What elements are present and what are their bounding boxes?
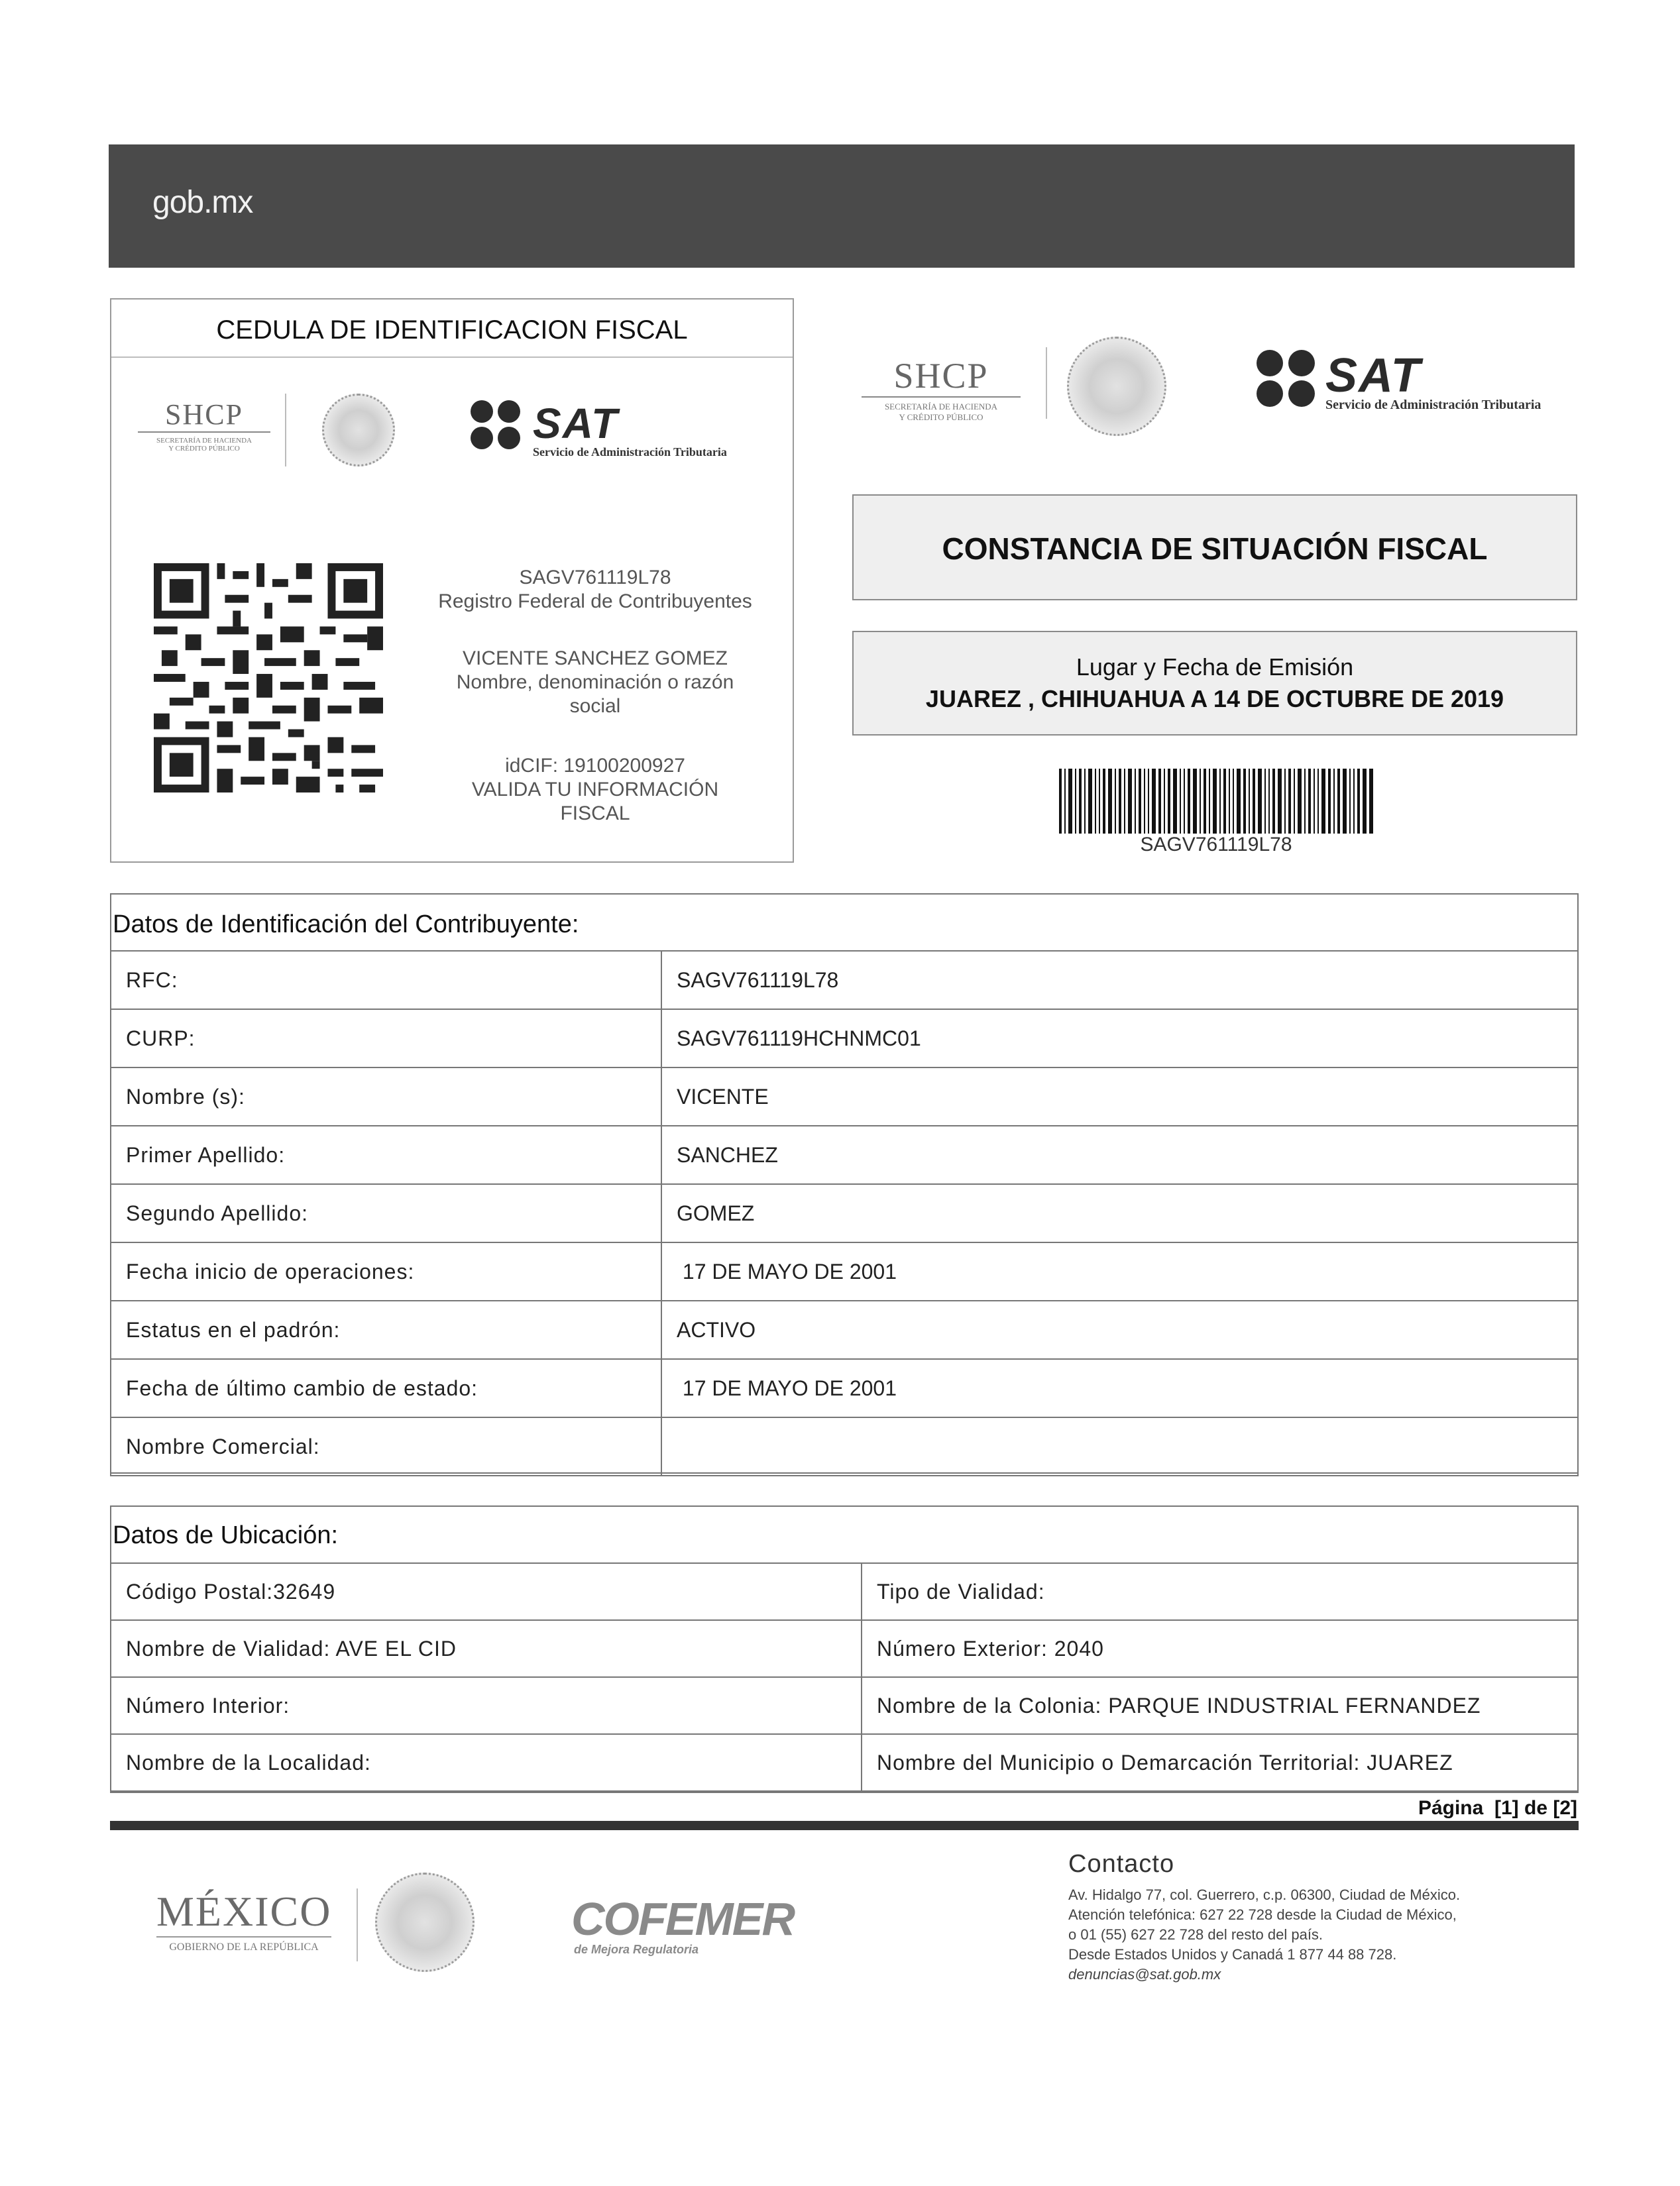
footer-divider xyxy=(110,1821,1579,1830)
sat-logo xyxy=(471,400,521,449)
field-label: Nombre Comercial: xyxy=(111,1417,661,1476)
cedula-idcif: idCIF: 19100200927 xyxy=(505,755,685,777)
cofemer-logo: COFEMER xyxy=(571,1893,794,1945)
location-field xyxy=(111,1734,862,1791)
sat-wordmark: SAT xyxy=(533,400,619,447)
national-seal-icon xyxy=(322,394,395,466)
field-label: Primer Apellido: xyxy=(111,1126,661,1184)
location-label: Nombre de Vialidad: xyxy=(126,1636,331,1661)
location-field xyxy=(862,1677,1578,1734)
ubicacion-table xyxy=(110,1562,1579,1792)
table-row xyxy=(111,1301,1578,1359)
field-value: SAGV761119HCHNMC01 xyxy=(661,1009,1578,1067)
location-label: Nombre de la Colonia: xyxy=(877,1693,1102,1718)
sat-logo-large xyxy=(1257,350,1316,407)
lugar-fecha-box xyxy=(852,631,1577,736)
table-row xyxy=(111,1242,1578,1301)
field-label: Nombre (s): xyxy=(111,1067,661,1126)
location-field xyxy=(862,1563,1578,1620)
location-field xyxy=(862,1620,1578,1677)
cedula-name-caption-2: social xyxy=(569,695,621,717)
logo-divider xyxy=(285,394,286,466)
cedula-title: CEDULA DE IDENTIFICACION FISCAL xyxy=(111,300,793,358)
location-label: Código Postal: xyxy=(126,1579,274,1604)
contacto-line: Av. Hidalgo 77, col. Guerrero, c.p. 06300, Ciudad de México. xyxy=(1068,1886,1461,1903)
mexico-logo xyxy=(156,1887,331,1953)
mexico-wordmark: MÉXICO xyxy=(156,1888,332,1935)
table-row xyxy=(111,1009,1578,1067)
location-value: 32649 xyxy=(273,1579,336,1604)
gobmx-logo: gob.mx xyxy=(152,185,253,220)
field-value: VICENTE xyxy=(661,1067,1578,1126)
footer-seal-icon xyxy=(375,1873,475,1972)
ubicacion-section xyxy=(110,1505,1579,1793)
barcode-icon xyxy=(1059,769,1373,834)
field-value: ACTIVO xyxy=(661,1301,1578,1359)
field-value: SANCHEZ xyxy=(661,1126,1578,1184)
cedula-rfc: SAGV761119L78 xyxy=(519,567,671,588)
cedula-name: VICENTE SANCHEZ GOMEZ xyxy=(462,647,728,669)
contacto-line: o 01 (55) 627 22 728 del resto del país. xyxy=(1068,1926,1323,1943)
qr-code-icon xyxy=(154,563,383,792)
national-seal-large-icon xyxy=(1067,337,1166,436)
cedula-rfc-caption: Registro Federal de Contribuyentes xyxy=(438,590,752,612)
location-field xyxy=(111,1563,862,1620)
location-label: Tipo de Vialidad: xyxy=(877,1579,1045,1604)
contacto-email[interactable]: denuncias@sat.gob.mx xyxy=(1068,1966,1221,1983)
cedula-name-caption: Nombre, denominación o razón xyxy=(456,671,734,693)
field-label: Segundo Apellido: xyxy=(111,1184,661,1242)
table-row xyxy=(111,1563,1578,1620)
field-value: 17 DE MAYO DE 2001 xyxy=(661,1242,1578,1301)
identificacion-table xyxy=(110,950,1579,1476)
lugar-fecha-label: Lugar y Fecha de Emisión xyxy=(1076,653,1354,681)
cedula-valida: VALIDA TU INFORMACIÓN xyxy=(471,779,719,800)
table-row xyxy=(111,1734,1578,1791)
location-field xyxy=(111,1620,862,1677)
shcp-logo: SHCP SECRETARÍA DE HACIENDA Y CRÉDITO PÚBLICO xyxy=(138,398,270,453)
pagination: Página [1] de [2] xyxy=(1418,1797,1577,1819)
location-value: 2040 xyxy=(1047,1636,1104,1661)
sat-wordmark-large: SAT xyxy=(1325,349,1422,402)
location-value: PARQUE INDUSTRIAL FERNANDEZ xyxy=(1101,1693,1481,1718)
table-row xyxy=(111,1067,1578,1126)
shcp-logo-large: SHCP SECRETARÍA DE HACIENDA Y CRÉDITO PÚBLICO xyxy=(862,355,1021,423)
table-row xyxy=(111,1417,1578,1476)
field-label: Fecha de último cambio de estado: xyxy=(111,1359,661,1417)
field-label: Fecha inicio de operaciones: xyxy=(111,1242,661,1301)
contacto-lines xyxy=(1068,1885,1572,1985)
sat-subtitle: Servicio de Administración Tributaria xyxy=(533,445,727,459)
cofemer-subtitle: de Mejora Regulatoria xyxy=(574,1943,699,1956)
table-row xyxy=(111,1677,1578,1734)
contacto-line: Desde Estados Unidos y Canadá 1 877 44 88 728. xyxy=(1068,1946,1397,1963)
field-label: RFC: xyxy=(111,951,661,1009)
location-label: Número Interior: xyxy=(126,1693,290,1718)
identificacion-heading: Datos de Identificación del Contribuyente: xyxy=(113,910,579,938)
field-label: CURP: xyxy=(111,1009,661,1067)
contacto-title: Contacto xyxy=(1068,1850,1175,1878)
table-row xyxy=(111,1126,1578,1184)
table-row xyxy=(111,1620,1578,1677)
table-row xyxy=(111,1184,1578,1242)
table-row xyxy=(111,951,1578,1009)
location-field xyxy=(862,1734,1578,1791)
location-value: JUAREZ xyxy=(1360,1750,1453,1775)
lugar-fecha-value: JUAREZ , CHIHUAHUA A 14 DE OCTUBRE DE 2019 xyxy=(925,685,1504,712)
field-value: 17 DE MAYO DE 2001 xyxy=(661,1359,1578,1417)
cedula-valida-2: FISCAL xyxy=(560,802,630,824)
constancia-title: CONSTANCIA DE SITUACIÓN FISCAL xyxy=(852,494,1577,600)
location-label: Nombre del Municipio o Demarcación Territorial: xyxy=(877,1750,1361,1775)
gobierno-text: GOBIERNO DE LA REPÚBLICA xyxy=(156,1936,331,1953)
location-label: Nombre de la Localidad: xyxy=(126,1750,371,1775)
sat-subtitle-large: Servicio de Administración Tributaria xyxy=(1325,398,1541,412)
identificacion-section xyxy=(110,893,1579,1474)
header-bar xyxy=(109,144,1575,268)
cedula-card xyxy=(110,298,794,863)
field-value: GOMEZ xyxy=(661,1184,1578,1242)
barcode-text: SAGV761119L78 xyxy=(1140,834,1292,855)
location-field xyxy=(111,1677,862,1734)
footer-divider-vertical xyxy=(357,1888,358,1961)
logo-divider-large xyxy=(1046,347,1047,419)
table-row xyxy=(111,1359,1578,1417)
ubicacion-heading: Datos de Ubicación: xyxy=(113,1521,339,1549)
field-value: SAGV761119L78 xyxy=(661,951,1578,1009)
location-value: AVE EL CID xyxy=(330,1636,457,1661)
field-value xyxy=(661,1417,1578,1476)
contacto-block xyxy=(1068,1850,1572,1985)
contacto-line: Atención telefónica: 627 22 728 desde la Ciudad de México, xyxy=(1068,1906,1457,1923)
location-label: Número Exterior: xyxy=(877,1636,1048,1661)
field-label: Estatus en el padrón: xyxy=(111,1301,661,1359)
